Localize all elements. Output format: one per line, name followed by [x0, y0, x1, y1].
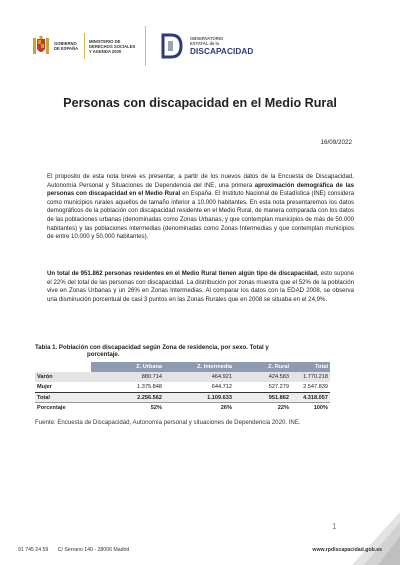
table-cell: 464.921 [164, 372, 234, 382]
footer-website-link[interactable]: www.rpdiscapacidad.gob.es [312, 547, 382, 553]
table-cell: 52% [91, 403, 164, 413]
document-title: Personas con discapacidad en el Medio Rural [63, 96, 337, 110]
table-row-percentage [35, 403, 330, 413]
government-logo [32, 26, 146, 66]
population-table [35, 362, 330, 413]
summary-paragraph [47, 270, 354, 304]
table-row-label: Mujer [35, 382, 91, 392]
coat-of-arms-icon [32, 35, 50, 57]
table-cell: 2.547.839 [291, 382, 330, 392]
observatory-mark-icon [160, 33, 184, 59]
table-cell: 1.375.848 [91, 382, 164, 392]
observatory-line-2: ESTATAL de la [190, 41, 220, 46]
table-row [35, 372, 330, 382]
table-header-cell: Z. Urbana [91, 362, 164, 372]
table-cell: 1.770.218 [291, 372, 330, 382]
table-cell: 951.862 [234, 393, 291, 403]
corner-decoration [352, 512, 400, 565]
table-header-row [35, 362, 330, 372]
summary-text-bold: Un total de 951.862 personas residentes en el Medio Rural tienen algún tipo de discapacidad, [47, 270, 319, 277]
header-logos [32, 26, 253, 66]
government-name [54, 41, 80, 51]
table-row-label: Porcentaje [35, 403, 91, 413]
table-cell: 1.109.633 [164, 393, 234, 403]
document-date: 16/09/2022 [320, 139, 352, 146]
table-caption [35, 344, 335, 358]
intro-text-bold: aproximación demográfica de las personas con discapacidad en el Medio Rural [47, 181, 354, 198]
ministry-name: MINISTERIO DE DERECHOS SOCIALES Y AGENDA 2030 [89, 38, 136, 54]
footer-address: C/ Serrano 140 - 28006 Madrid [57, 547, 130, 553]
observatory-logo [160, 33, 253, 59]
intro-text-b: en España. El Instituto Nacional de Estadística (INE) considera como municipios rurales aquellos de tamaño inferior a 10.000 habitantes. En esta nota presentaremos los datos demográficos de la población con discapacidad residente en el Medio Rural, de manera comparada con los datos de las poblaciones urbanas (denominadas como Zonas Urbanas, y que contemplan municipios de más de 50.000 habitantes) y las poblaciones intermedias (denominadas como Zonas Intermedias y que contemplan municipios de entre 10.000 y 50.000 habitantes). [47, 190, 354, 241]
intro-paragraph [47, 173, 354, 242]
summary-text-rest: esto supone el 22% del total de las personas con discapacidad. La distribución por zonas muestra que el 52% de la población vive en Zonas Urbanas y un 26% en Zonas Intermedias. Al comparar los datos con la EDAD 2008, se observa una disminución porcentual de casi 3 puntos en las Zonas Rurales que en 2008 se situaba en el 24,9%. [47, 270, 354, 303]
table-cell: 4.318.057 [291, 393, 330, 403]
table-row-label: Total [35, 393, 91, 403]
table-cell: 2.256.562 [91, 393, 164, 403]
table-cell: 644.712 [164, 382, 234, 392]
gov-line-2: DE ESPAÑA [54, 46, 79, 51]
table-row [35, 382, 330, 392]
table-header-cell: Z. Intermedia [164, 362, 234, 372]
observatory-text [190, 36, 253, 56]
footer-contact [18, 547, 137, 553]
page-footer [18, 547, 382, 553]
observatory-line-1: OBSERVATORIO [190, 36, 224, 41]
table-header-blank [35, 362, 91, 372]
table-source: Fuente: Encuesta de Discapacidad, Autonomía personal y situaciones de Dependencia 2020. INE. [35, 419, 301, 426]
table-cell: 527.279 [234, 382, 291, 392]
table-cell: 424.583 [234, 372, 291, 382]
table-cell: 26% [164, 403, 234, 413]
table-cell: 100% [291, 403, 330, 413]
gov-divider [84, 33, 85, 59]
observatory-name: DISCAPACIDAD [190, 47, 254, 56]
table-caption-line-2: porcentaje. [87, 351, 120, 359]
intro-text-a: El proposito de esta nota breve es presentar, a partir de los nuevos datos de la Encuesta de Discapacidad, Autonomía Personal y Situaciones de Dependencia del INE, una primera [47, 173, 354, 189]
table-cell: 880.714 [91, 372, 164, 382]
footer-phone: 91 745 24 59 [18, 547, 49, 553]
table-row-total [35, 393, 330, 403]
page-number: 1 [332, 522, 337, 531]
table-header-cell: Total [291, 362, 330, 372]
gov-line-1: GOBIERNO [54, 41, 77, 46]
table-row-label: Varón [35, 372, 91, 382]
table-cell: 22% [234, 403, 291, 413]
table-caption-line-1: Tabla 1. Población con discapacidad según Zona de residencia, por sexo. Total y [35, 344, 269, 351]
table-header-cell: Z. Rural [234, 362, 291, 372]
